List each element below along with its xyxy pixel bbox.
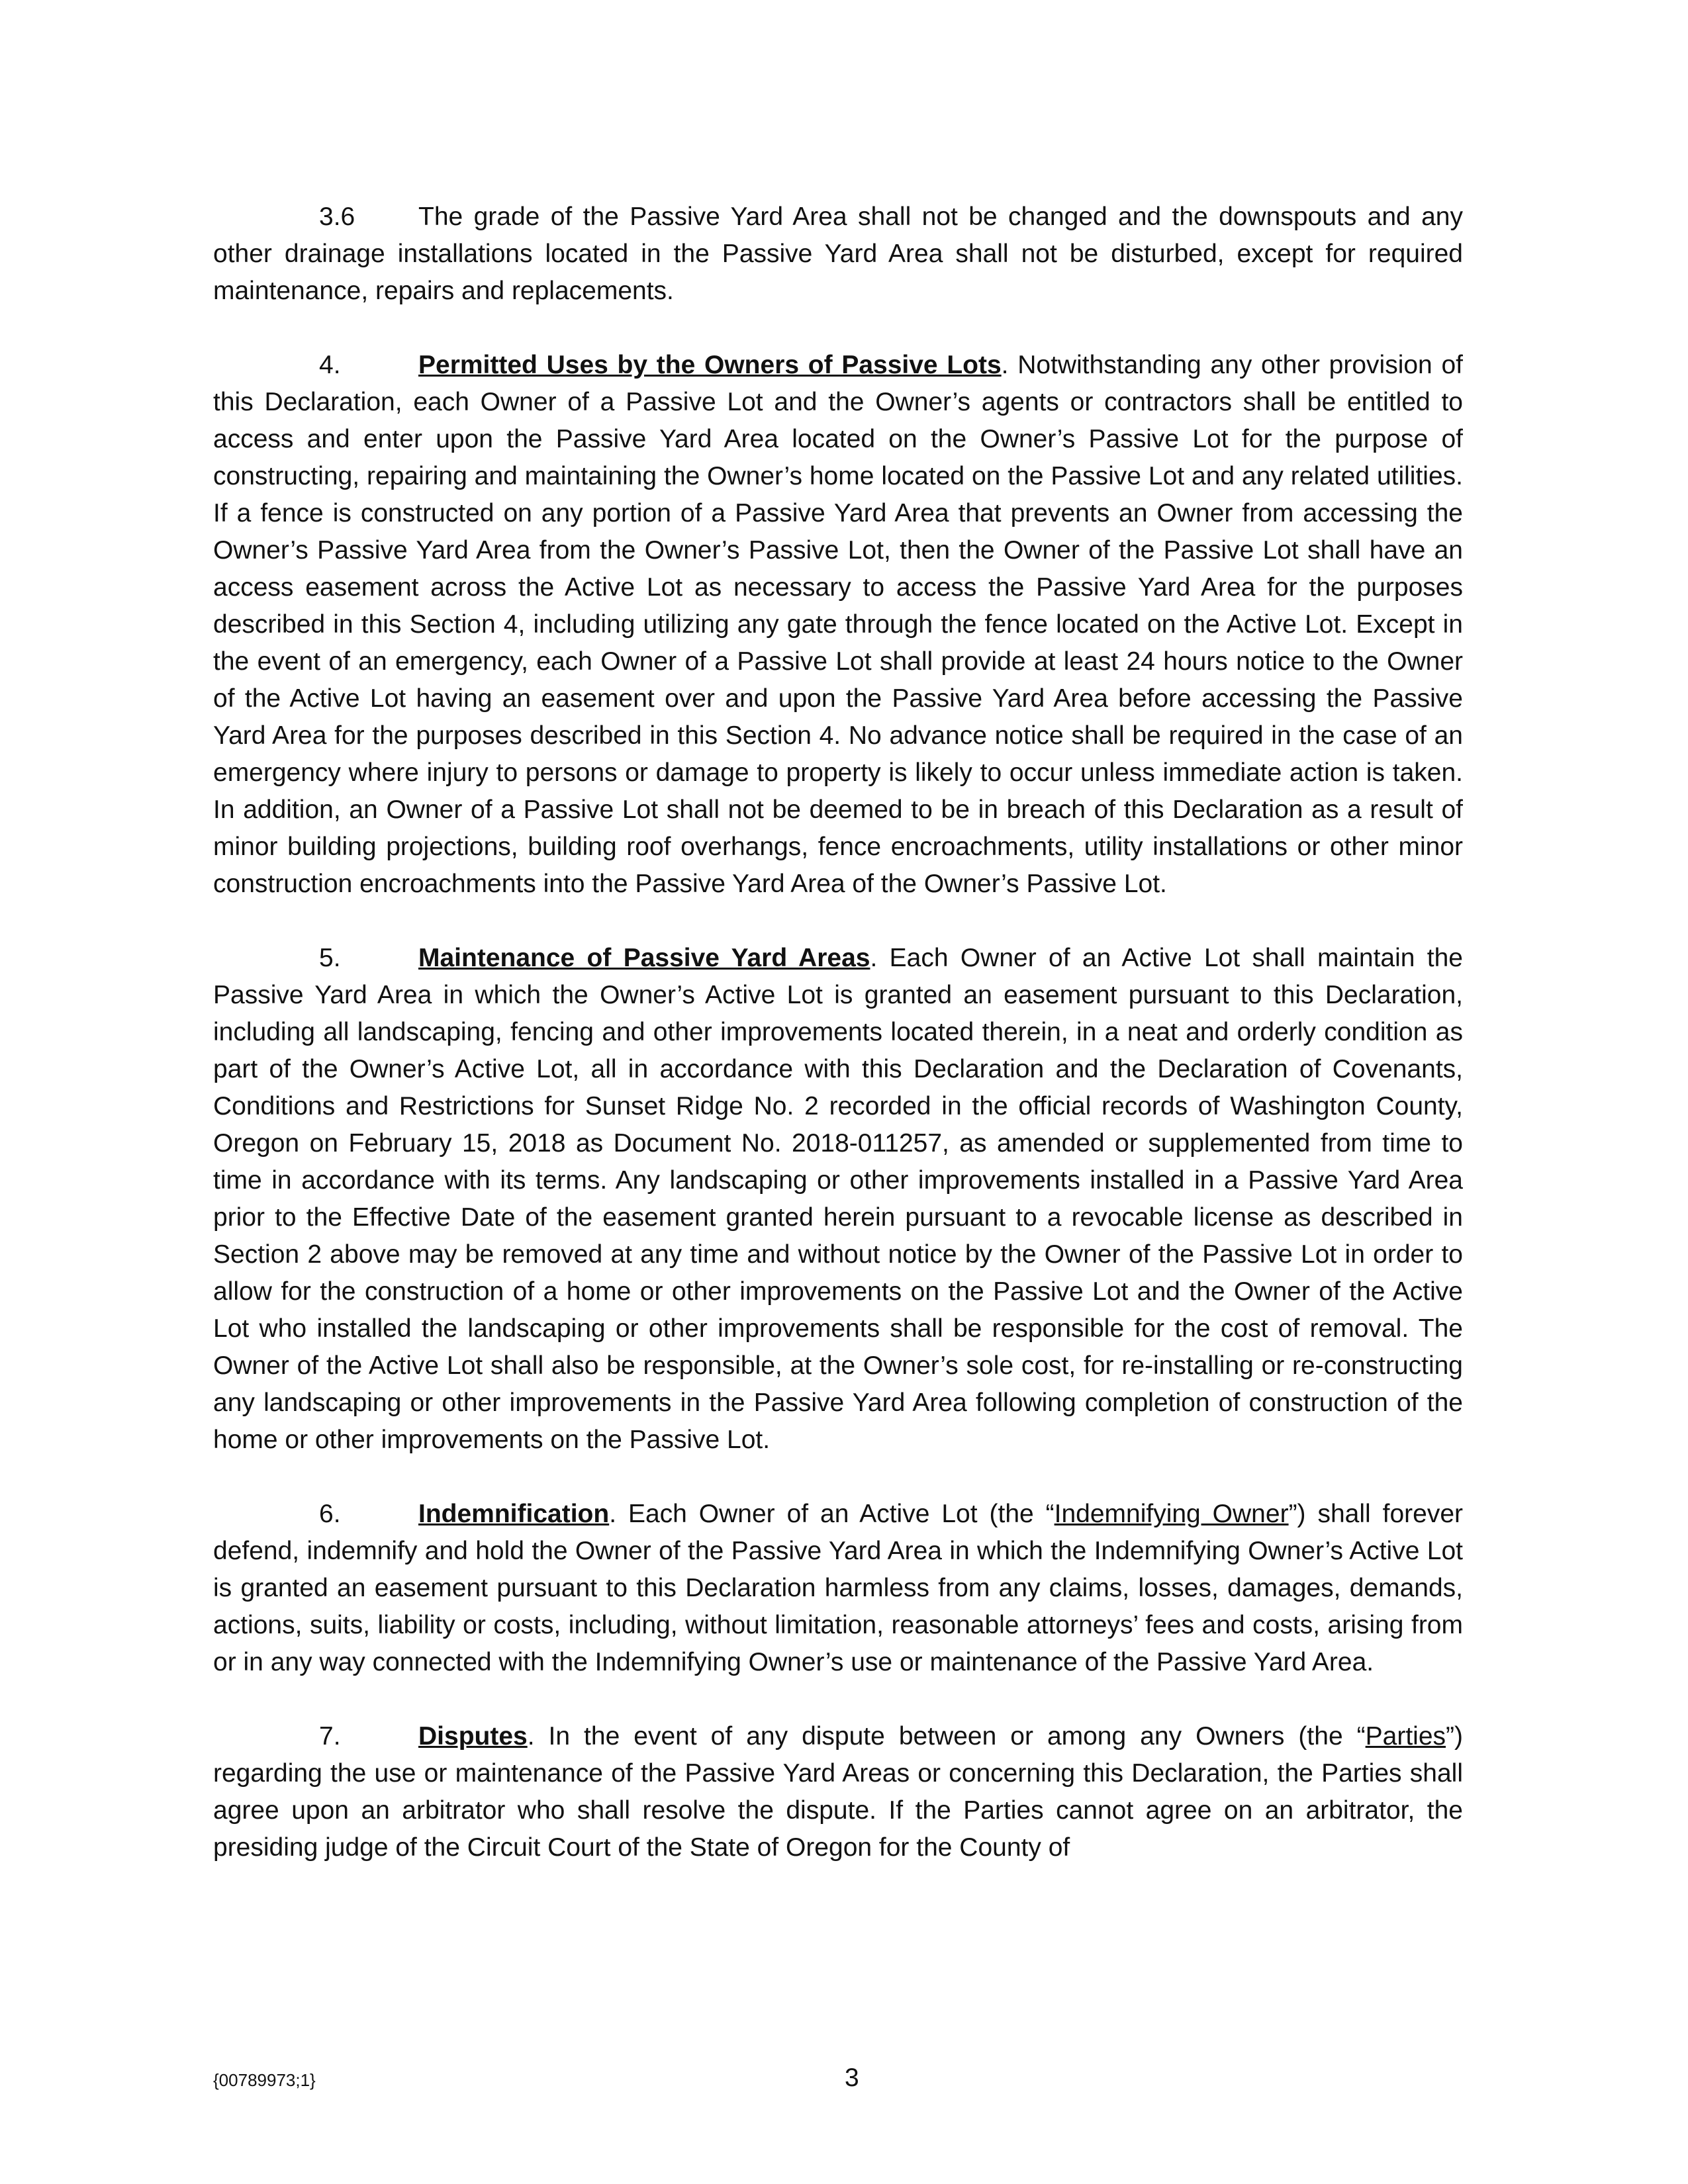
section-heading: Disputes <box>418 1722 528 1751</box>
section-6 <box>213 1496 1463 1681</box>
section-heading: Maintenance of Passive Yard Areas <box>418 944 870 972</box>
section-text: The grade of the Passive Yard Area shall not be changed and the downspouts and any other drainage installations located in the Passive Yard Area shall not be disturbed, except for required maintenance, repairs and replacements. <box>213 203 1463 305</box>
document-body <box>213 199 1463 1903</box>
section-text-a: . In the event of any dispute between or among any Owners (the “ <box>527 1722 1366 1751</box>
section-number: 5. <box>319 944 341 972</box>
section-3-6 <box>213 199 1463 310</box>
section-heading: Indemnification <box>418 1500 610 1528</box>
section-text: . Each Owner of an Active Lot shall maintain the Passive Yard Area in which the Owner’s Active Lot is granted an easement pursuant to this Declaration, including all landscaping, fencing and other improvements located therein, in a neat and orderly condition as part of the Owner’s Active Lot, all in accordance with this Declaration and the Declaration of Covenants, Conditions and Restrictions for Sunset Ridge No. 2 recorded in the official records of Washington County, Oregon on February 15, 2018 as Document No. 2018-011257, as amended or supplemented from time to time in accordance with its terms. Any landscaping or other improvements installed in a Passive Yard Area prior to the Effective Date of the easement granted herein pursuant to a revocable license as described in Section 2 above may be removed at any time and without notice by the Owner of the Passive Lot in order to allow for the construction of a home or other improvements on the Passive Lot and the Owner of the Active Lot who installed the landscaping or other improvements shall be responsible for the cost of removal. The Owner of the Active Lot shall also be responsible, at the Owner’s sole cost, for re-installing or re-constructing any landscaping or other improvements in the Passive Yard Area following completion of construction of the home or other improvements on the Passive Lot. <box>213 944 1463 1454</box>
section-heading: Permitted Uses by the Owners of Passive Lots <box>418 351 1002 379</box>
section-4 <box>213 347 1463 903</box>
section-number: 4. <box>319 351 341 379</box>
section-number: 7. <box>319 1722 341 1751</box>
section-text: . Notwithstanding any other provision of this Declaration, each Owner of a Passive Lot and the Owner’s agents or contractors shall be entitled to access and enter upon the Passive Yard Area located on the Owner’s Passive Lot for the purpose of constructing, repairing and maintaining the Owner’s home located on the Passive Lot and any related utilities. If a fence is constructed on any portion of a Passive Yard Area that prevents an Owner from accessing the Owner’s Passive Yard Area from the Owner’s Passive Lot, then the Owner of the Passive Lot shall have an access easement across the Active Lot as necessary to access the Passive Yard Area for the purposes described in this Section 4, including utilizing any gate through the fence located on the Active Lot. Except in the event of an emergency, each Owner of a Passive Lot shall provide at least 24 hours notice to the Owner of the Active Lot having an easement over and upon the Passive Yard Area before accessing the Passive Yard Area for the purposes described in this Section 4. No advance notice shall be required in the case of an emergency where injury to persons or damage to property is likely to occur unless immediate action is taken. In addition, an Owner of a Passive Lot shall not be deemed to be in breach of this Declaration as a result of minor building projections, building roof overhangs, fence encroachments, utility installations or other minor construction encroachments into the Passive Yard Area of the Owner’s Passive Lot. <box>213 351 1463 898</box>
page-number: 3 <box>845 2064 859 2092</box>
defined-term: Parties <box>1365 1722 1446 1751</box>
defined-term: Indemnifying Owner <box>1054 1500 1289 1528</box>
section-text-b: ”) shall forever defend, indemnify and hold the Owner of the Passive Yard Area in which the Indemnifying Owner’s Active Lot is granted an easement pursuant to this Declaration harmless from any claims, losses, damages, demands, actions, suits, liability or costs, including, without limitation, reasonable attorneys’ fees and costs, arising from or in any way connected with the Indemnifying Owner’s use or maintenance of the Passive Yard Area. <box>213 1500 1463 1676</box>
document-id: {00789973;1} <box>213 2070 316 2090</box>
section-number: 3.6 <box>319 203 355 231</box>
section-7 <box>213 1718 1463 1866</box>
section-text-b: ”) regarding the use or maintenance of the Passive Yard Areas or concerning this Declaration, the Parties shall agree upon an arbitrator who shall resolve the dispute. If the Parties cannot agree on an arbitrator, the presiding judge of the Circuit Court of the State of Oregon for the County of <box>213 1722 1463 1862</box>
section-5 <box>213 940 1463 1459</box>
section-number: 6. <box>319 1500 341 1528</box>
section-text-a: . Each Owner of an Active Lot (the “ <box>609 1500 1055 1528</box>
